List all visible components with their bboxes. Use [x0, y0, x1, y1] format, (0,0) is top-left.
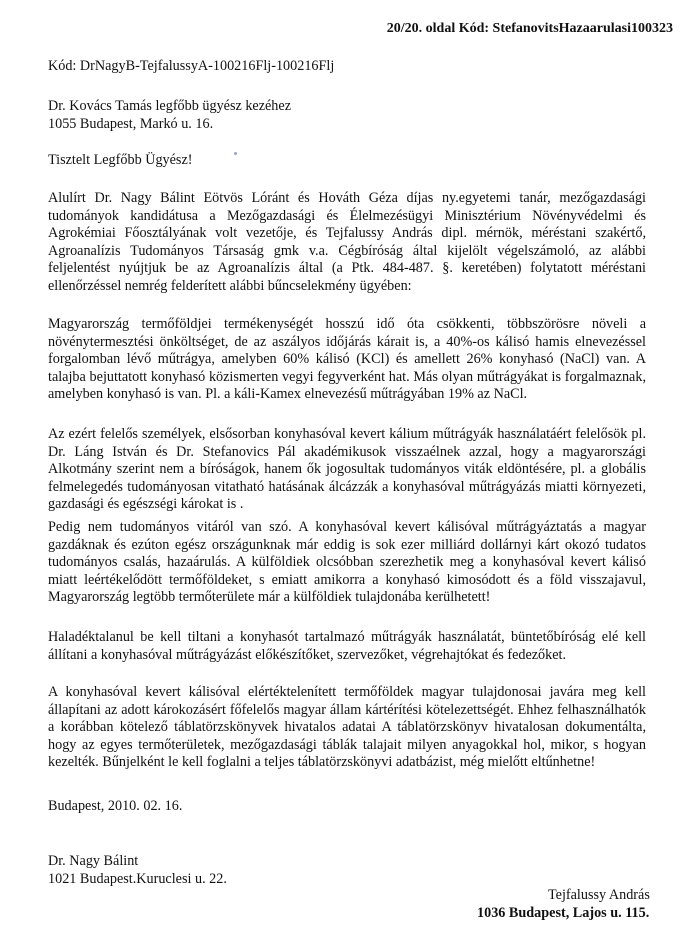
paragraph-compensation: A konyhasóval kevert kálisóval elértéktelenített termőföldek magyar tulajdonosai javára meg kell állapítani az adott károkozásért főfelelős magyar állam kártérítési kötelezettségét. Ehhez felhasználhatók a korábban kötelező táblatörzskönyvek hivatalos adatai A táblatörzskönyv hivatalosan dokumentálta, hogy az egyes termőterületek, mezőgazdasági táblák talajait milyen anyagokkal hol, mikor, s hogyan kezelték. Bűnjelként le kell foglalni a teljes táblatörzskönyvi adatbázist, még mielőtt eltűnhetne!: [48, 684, 646, 771]
paragraph-fraud: Pedig nem tudományos vitáról van szó. A konyhasóval kevert kálisóval műtrágyáztatás a magyar gazdáknak és ezúton egész országunknak már eddig is sok ezer milliárd dollárnyi kárt okozó tudatos tudományos csalás, hazaárulás. A külföldiek olcsóbban szerezhetik meg a konyhasóval kevert kálisó miatt leértékelődött termőföldeket, s emiatt amikorra a konyhasó kimosódott és a föld visszajavul, Magyarország legtöbb termőterülete már a külföldiek tulajdonába kerülhetett!: [48, 519, 646, 606]
document-code: Kód: DrNagyB-TejfalussyA-100216Flj-100216Flj: [48, 58, 335, 74]
signer1-name: Dr. Nagy Bálint: [48, 853, 139, 869]
signer1-address: 1021 Budapest.Kuruclesi u. 22.: [48, 871, 227, 887]
signer2-address: 1036 Budapest, Lajos u. 115.: [477, 905, 650, 921]
recipient-address: 1055 Budapest, Markó u. 16.: [48, 116, 214, 132]
paragraph-intro: Alulírt Dr. Nagy Bálint Eötvös Lóránt és Hováth Géza díjas ny.egyetemi tanár, mezőgazdasági tudományok kandidátusa a Mezőgazdasági és Élelmezésügyi Minisztérium Növényvédelmi és Agrokémiai Főosztályának volt vezetője, és Tejfalussy András dipl. mérnök, méréstani szakértő, Agroanalízis Tudományos Társaság gmk v.a. Cégbíróság által kijelölt végelszámoló, az alábbi feljelentést nyújtjuk be az Agroanalízis által (a Ptk. 484-487. §. keretében) folytatott méréstani ellenőrzéssel nemrég felderített alábbi bűncselekmény ügyében:: [48, 190, 646, 294]
signer2-name: Tejfalussy András: [548, 887, 650, 903]
date-line: Budapest, 2010. 02. 16.: [48, 798, 183, 814]
salutation: Tisztelt Legfőbb Ügyész!: [48, 152, 193, 168]
paragraph-responsible: Az ezért felelős személyek, elsősorban konyhasóval kevert kálium műtrágyák használatáért felelősök pl. Dr. Láng István és Dr. Stefanovics Pál akadémikusok visszaélnek azzal, hogy a magyarországi Alkotmány szerint nem a bíróságok, hanem ők jogosultak tudományos viták eldöntésére, pl. a globális felmelegedés tudományosan vitatható hatásának álcázzák a konyhasóval műtrágyázás miatti környezeti, gazdasági és egészségi károkat is .: [48, 426, 646, 513]
page-header: 20/20. oldal Kód: StefanovitsHazaarulasi100323: [386, 21, 673, 36]
ink-speck: [234, 152, 237, 155]
recipient-name: Dr. Kovács Tamás legfőbb ügyész kezéhez: [48, 98, 291, 114]
paragraph-demand: Haladéktalanul be kell tiltani a konyhasót tartalmazó műtrágyák használatát, büntetőbíróság elé kell állítani a konyhasóval műtrágyázást előkészítőket, szervezőket, végrehajtókat és fedezőket.: [48, 629, 646, 663]
paragraph-problem: Magyarország termőföldjei termékenységét hosszú idő óta csökkenti, többszörösre növeli a növénytermesztési önköltséget, de az aszályos időjárás kárait is, a 40%-os kálisó hamis elnevezéssel forgalomban lévő műtrágya, amelyben 60% kálisó (KCl) és amellett 26% konyhasó (NaCl) van. A talajba bejuttatott konyhasó közismerten vegyi fegyverként hat. Más olyan műtrágyákat is forgalmaznak, amelyben konyhasó is van. Pl. a káli-Kamex elnevezésű műtrágyában 19% az NaCl.: [48, 316, 646, 403]
